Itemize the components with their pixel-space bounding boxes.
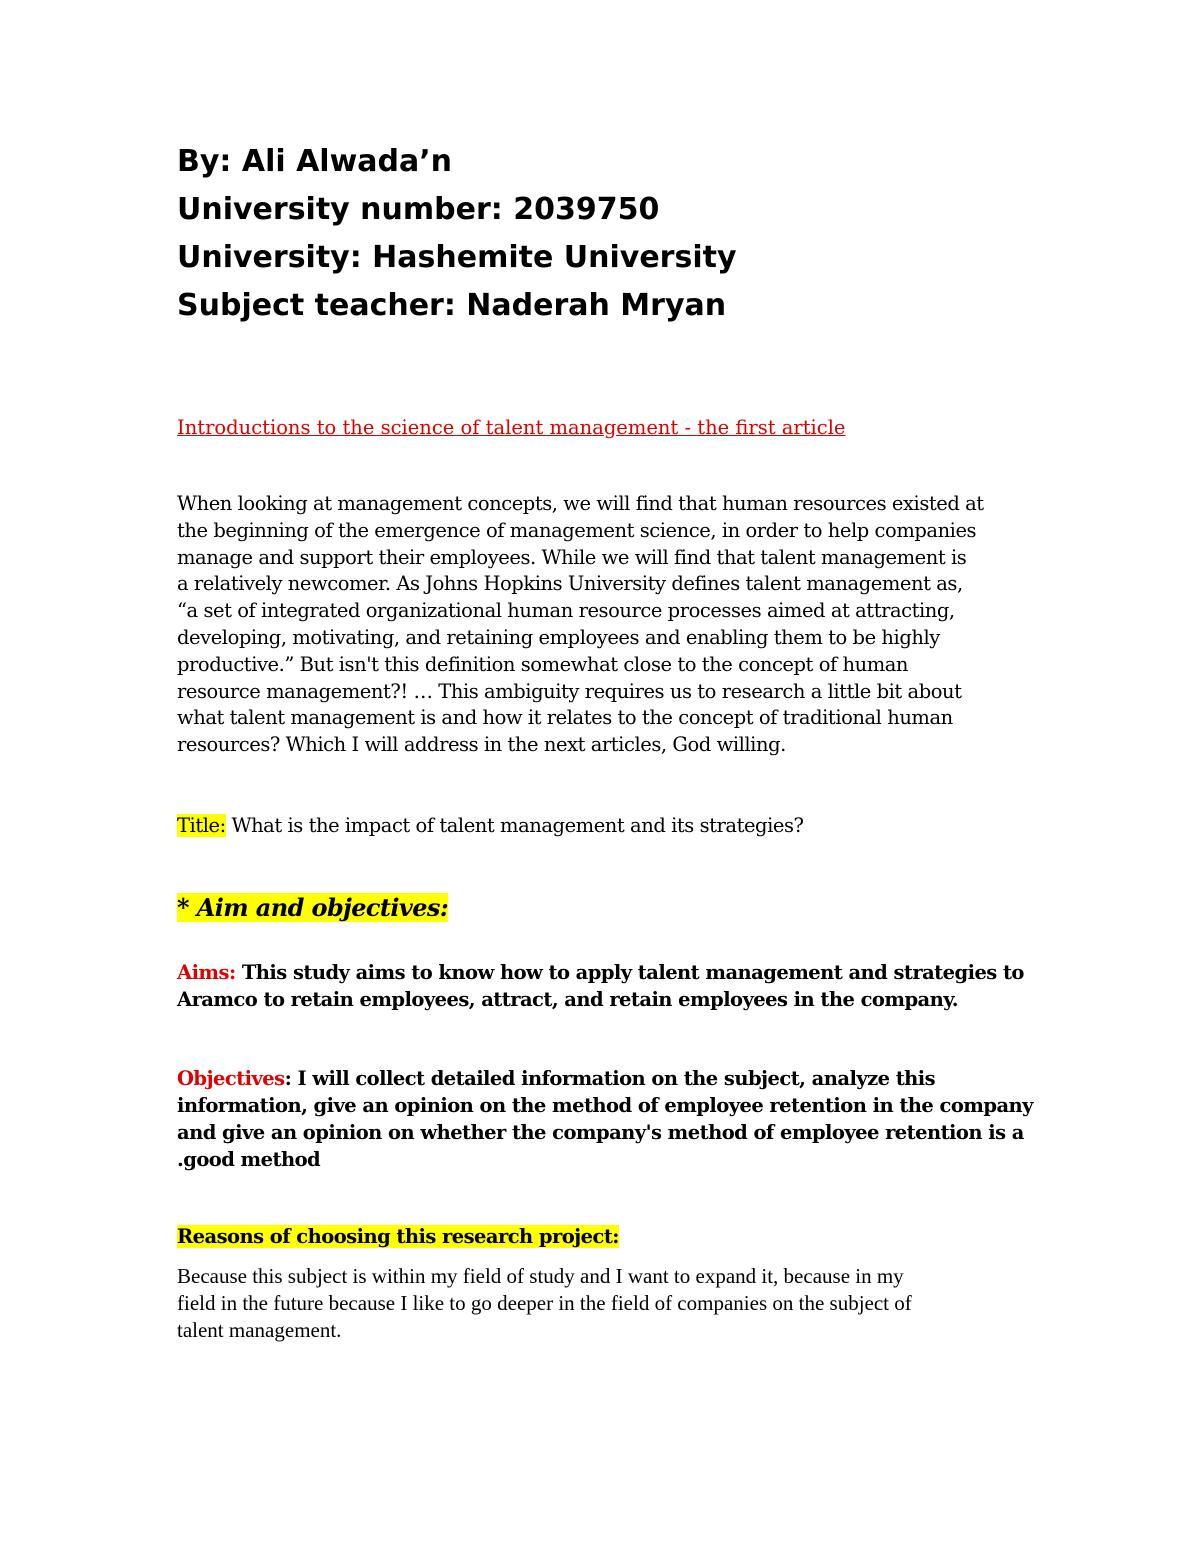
reasons-paragraph (177, 1263, 912, 1344)
reasons-line: talent management. (177, 1318, 342, 1342)
intro-line: resource management?! … This ambiguity requires us to research a little bit about (177, 679, 962, 703)
aim-objectives-heading (177, 891, 448, 924)
intro-line: developing, motivating, and retaining employees and enabling them to be highly (177, 625, 940, 649)
objectives-label: Objectives (177, 1067, 285, 1090)
objectives-line: .good method (177, 1148, 321, 1171)
reasons-line: field in the future because I like to go deeper in the field of companies on the subject of (177, 1291, 912, 1315)
intro-line: the beginning of the emergence of management science, in order to help companies (177, 518, 977, 542)
aims-line: This study aims to know how to apply talent management and strategies to (235, 961, 1024, 984)
aim-heading-text: * Aim and objectives: (177, 893, 449, 922)
author-name: By: Ali Alwada’n (177, 144, 453, 179)
objectives-line: information, give an opinion on the method of employee retention in the company (177, 1094, 1033, 1117)
objectives-paragraph (177, 1065, 1033, 1173)
university-name: University: Hashemite University (177, 240, 737, 275)
aims-line: Aramco to retain employees, attract, and retain employees in the company. (177, 988, 959, 1011)
title-label: Title: (177, 814, 226, 837)
intro-line: When looking at management concepts, we will find that human resources existed at (177, 492, 984, 515)
intro-line: “a set of integrated organizational human resource processes aimed at attracting, (177, 599, 955, 623)
article-title: Introductions to the science of talent management - the first article (177, 416, 846, 439)
intro-paragraph (177, 491, 984, 759)
intro-line: resources? Which I will address in the next articles, God willing. (177, 733, 786, 757)
objectives-line: : I will collect detailed information on the subject, analyze this (284, 1067, 936, 1090)
research-title (177, 812, 804, 840)
subject-teacher: Subject teacher: Naderah Mryan (177, 288, 727, 323)
university-number: University number: 2039750 (177, 192, 660, 227)
author-header (177, 138, 737, 330)
intro-line: what talent management is and how it relates to the concept of traditional human (177, 706, 953, 730)
aims-label: Aims: (177, 961, 236, 984)
reasons-heading-text: Reasons of choosing this research project: (177, 1225, 619, 1248)
reasons-line: Because this subject is within my field of study and I want to expand it, because in my (177, 1264, 904, 1288)
title-text: What is the impact of talent management and its strategies? (225, 814, 804, 837)
reasons-heading (177, 1223, 619, 1250)
objectives-line: and give an opinion on whether the company's method of employee retention is a (177, 1121, 1024, 1144)
intro-line: productive.” But isn't this definition somewhat close to the concept of human (177, 652, 909, 676)
aims-paragraph (177, 959, 1024, 1013)
intro-line: manage and support their employees. While we will find that talent management is (177, 545, 967, 569)
intro-line: a relatively newcomer. As Johns Hopkins University defines talent management as, (177, 572, 963, 596)
